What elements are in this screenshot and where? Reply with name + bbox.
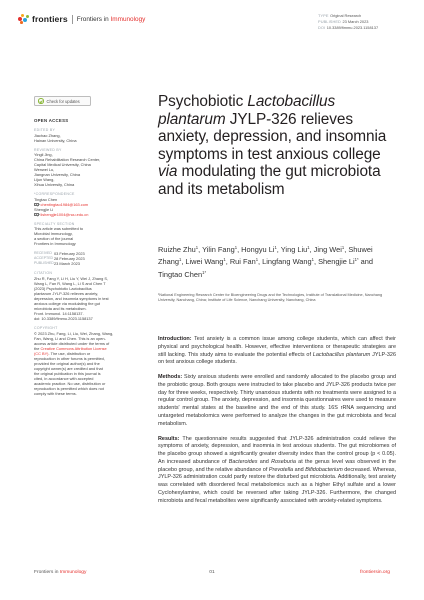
article-sidebar	[34, 96, 134, 401]
author-name[interactable]: Liwei Wang	[185, 257, 224, 267]
specialty-line: This article was submitted to	[34, 226, 84, 232]
editor-line: Jiachao Zhang,	[34, 132, 61, 138]
date-value: 03 February 2023	[54, 251, 85, 257]
reviewed-by-heading: REVIEWED BY	[34, 147, 62, 152]
title-text: modulating the gut microbiota and its metabolism	[158, 163, 381, 198]
section-label: Results:	[158, 435, 180, 442]
copyright-line: Fan, Wang, Li and Chen. This is an open-	[34, 335, 106, 341]
citation-line: Front. Immunol. 14:1158137.	[34, 310, 84, 316]
abstract-methods	[158, 374, 396, 428]
copyright-line: copyright owner(s) are credited and that	[34, 365, 103, 371]
citation	[34, 271, 134, 321]
citation-doi[interactable]: doi: 10.3389/fimmu.2023.1158137	[34, 315, 93, 321]
reviewer-line: China Rehabilitation Research Center,	[34, 157, 101, 163]
author-affiliation-marker: 1	[195, 245, 199, 250]
article-meta	[318, 13, 378, 30]
meta-value: 23 March 2023	[342, 18, 369, 24]
abstract-text: decreased. Whereas, JYLP-326 administration could partly restore the disturbed gut microbiota. Additionally, test anxiety was correlated with disordered fecal metabolomics such as a higher Ethyl sulfate and a lower Cyclohexylamine, which could be reversed after taking JYLP-326. Furthermore, the changed microbiota and fecal metabolites were significantly associated with anxiety-related symptoms.	[158, 466, 396, 504]
meta-key: PUBLISHED	[318, 18, 341, 24]
copyright-line: provided the original author(s) and the	[34, 360, 100, 366]
reviewed-by	[34, 148, 134, 188]
abstract-text: Test anxiety is a common issue among college students, which can affect their physical and psychological health. However, effective interventions or therapeutic strategies are still lacking. This study aims to evaluate the potential effects of	[158, 336, 396, 358]
specialty-line: a section of the journal	[34, 236, 74, 242]
abstract-text: and	[293, 466, 306, 473]
title-text: JYLP-326 relieves anxiety, depression, and insomnia symptoms in test anxious college	[158, 110, 387, 163]
citation-line: microbiota and its metabolism.	[34, 305, 87, 311]
copyright-text: the	[34, 345, 41, 351]
abstract-text: and	[257, 458, 272, 465]
author-name[interactable]: Lingfang Wang	[262, 257, 312, 267]
editor-line: Hainan University, China	[34, 137, 77, 143]
meta-doi	[318, 25, 378, 31]
abstract-text: JYLP-326 on test anxious college students.	[158, 351, 396, 366]
meta-value: Original Research	[330, 13, 362, 18]
author-name[interactable]: Shengjie Li	[318, 257, 355, 267]
correspondent-email-row	[34, 212, 134, 217]
article-dates	[34, 251, 134, 266]
abstract-text: The questionnaire results suggested that JYLP-326 administration could relieve the symptoms of anxiety, depression, and insomnia in test anxious students. The gut microbiomes of the placebo group showed a significantly greater diversity index than the control group (p < 0.05). An increased abundance of	[158, 435, 396, 465]
copyright-line: cited, in accordance with accepted	[34, 375, 94, 381]
date-value: 23 March 2023	[54, 261, 80, 267]
abstract-italic: Bacteroides	[228, 458, 258, 465]
author-name[interactable]: Ruizhe Zhu	[158, 245, 196, 254]
citation-line: plantarum JYLP-326 relieves anxiety,	[34, 290, 99, 296]
footer-journal-name: Immunology	[59, 570, 87, 575]
citation-line: Zhu R, Fang Y, Li H, Liu Y, Wei J, Zhang S,	[34, 275, 109, 281]
reviewer-line: Lijun Wang,	[34, 177, 55, 183]
meta-key: DOI	[318, 24, 326, 30]
meta-key: TYPE	[318, 13, 329, 18]
author-name[interactable]: Shuwei Zhang	[158, 245, 373, 267]
author-affiliation-marker: 1	[223, 257, 226, 263]
abstract-italic: Lactobacillus plantarum	[312, 351, 371, 358]
copyright-line: academic practice. No use, distribution or	[34, 380, 106, 386]
abstract-italic: Bifidobacterium	[305, 466, 343, 473]
author-name[interactable]: Rui Fan	[229, 257, 256, 267]
author-affiliation-marker: 1	[178, 257, 182, 263]
journal-suffix: Immunology	[110, 15, 146, 23]
envelope-icon	[34, 203, 39, 206]
email-link[interactable]: chentingtao1984@163.com	[40, 201, 89, 207]
abstract-italic: Roseburia	[271, 458, 296, 465]
author-name[interactable]: Hongyu Li	[241, 245, 275, 254]
edited-by	[34, 128, 134, 143]
logo-divider	[72, 15, 73, 24]
author-name[interactable]: Ying Liu	[280, 245, 308, 254]
author-affiliation-marker: 1	[307, 245, 310, 250]
cc-license-link[interactable]: Creative Commons Attribution License	[40, 345, 107, 351]
author-affiliation-marker: 1	[341, 245, 345, 250]
correspondent-name: Shengjie Li	[34, 206, 54, 212]
brand-name: frontiers	[32, 14, 68, 24]
section-label: Methods:	[158, 374, 183, 381]
abstract-text: at the genus level was observed in the placebo group, and the relative abundance of	[158, 458, 397, 473]
author-name[interactable]: Tingtao Chen	[158, 269, 203, 279]
check-circle-icon	[38, 98, 44, 104]
author-list: Ruizhe Zhu$^1$, Yilin Fang$^1$, Hongyu Li$^1$, Ying Liu$^1$, Jing Wei$^1$, Shuwei Zhang$^1$, Liwei Wang$^1$, Rui Fan$^1$, Lingfang Wang$^1$, Shengjie $Li^{1*}$ and Tingtao Chen$^{1*}$	[158, 245, 373, 279]
author-affiliation-marker: 1*	[354, 257, 359, 263]
copyright-line: © 2023 Zhu, Fang, Li, Liu, Wei, Zhang, Wang,	[34, 330, 114, 336]
abstract-text: Sixty anxious students were enrolled and randomly allocated to the placebo group and the probiotic group. Both groups were instructed to take placebo and JYLP-326 products twice per day for three weeks, respectively. Thirty unanxious students with no treatments were assigned to a regular control group. The anxiety, depression, and insomnia questionnaires were used to measure students' mental states at the baseline and the end of this study. 16S rRNA sequencing and untargeted metabolomics were performed to analyze the changes in the gut microbiota and fecal metabolism.	[158, 374, 396, 427]
date-published	[34, 261, 134, 266]
affiliation: ¹National Engineering Research Center for Bioengineering Drugs and the Technologies, Institute of Translational Medicine, Nanchang University, Nanchang, China; Institute of Life Science, Nanchang University, Nanchang, China	[158, 293, 383, 303]
abstract-results	[158, 436, 396, 506]
abstract	[158, 336, 396, 513]
frontiers-logo-icon	[18, 14, 30, 24]
reviewer-line: Xihua University, China	[34, 182, 75, 188]
page-number: 01	[209, 570, 215, 575]
date-value: 28 February 2023	[54, 256, 85, 262]
reviewer-line: Capital Medical University, China	[34, 162, 91, 168]
frontiers-logo[interactable]	[18, 14, 145, 24]
envelope-icon	[34, 213, 39, 216]
copyright-line: reproduction in other forums is permitted,	[34, 355, 105, 361]
specialty-section	[34, 222, 134, 247]
copyright-line: access article distributed under the terms of	[34, 340, 110, 346]
copyright-heading: COPYRIGHT	[34, 325, 58, 330]
author-affiliation-marker: 1*	[202, 269, 207, 275]
citation-line: Wang L, Fan R, Wang L, Li S and Chen T	[34, 280, 106, 286]
article-title	[158, 93, 390, 199]
footer-journal-prefix: Frontiers in	[34, 570, 59, 575]
copyright-line: the original publication in this journal is	[34, 370, 101, 376]
correspondence-heading: *CORRESPONDENCE	[34, 192, 75, 197]
title-text: Psychobiotic	[158, 93, 248, 110]
citation-line: anxious college via modulating the gut	[34, 300, 100, 306]
citation-line: (2023) Psychobiotic Lactobacillus	[34, 285, 92, 291]
doi-link[interactable]: 10.3389/fimmu.2023.1158137	[326, 24, 379, 30]
title-italic-species: Lactobacillus plantarum	[158, 93, 336, 128]
footer-site-link[interactable]: frontiersin.org	[360, 570, 390, 575]
abstract-italic: Prevotella	[268, 466, 294, 473]
check-for-updates-button[interactable]	[34, 96, 91, 106]
specialty-line: Microbial Immunology,	[34, 231, 73, 237]
correspondent-name: Tingtao Chen	[34, 196, 58, 202]
check-updates-label: Check for updates	[46, 98, 80, 104]
copyright-line: comply with these terms.	[34, 390, 77, 396]
author-affiliation-marker: 1	[274, 245, 277, 250]
author-affiliation-marker: 1	[311, 257, 314, 263]
author-name[interactable]: Yilin Fang	[202, 245, 235, 254]
edited-by-heading: EDITED BY	[34, 128, 56, 132]
reviewer-line: Jiangnan University, China	[34, 172, 80, 178]
cc-by-link[interactable]: (CC BY)	[34, 350, 49, 356]
author-affiliation-marker: 1	[234, 245, 238, 250]
citation-heading: CITATION	[34, 271, 53, 276]
journal-name	[77, 16, 146, 23]
section-label: Introduction:	[158, 336, 192, 342]
author-name[interactable]: Jing Wei	[313, 245, 342, 254]
date-key: PUBLISHED	[34, 261, 54, 266]
journal-prefix: Frontiers in	[76, 15, 109, 23]
reviewer-line: Yingli Jing,	[34, 152, 53, 158]
email-link[interactable]: lishengjie1004@ncu.edu.cn	[40, 211, 89, 217]
copyright-line: reproduction is permitted which does not	[34, 385, 104, 391]
abstract-introduction	[158, 336, 396, 367]
open-access-label: OPEN ACCESS	[34, 118, 69, 123]
date-key: ACCEPTED	[34, 256, 54, 261]
copyright	[34, 326, 134, 396]
page-header	[0, 0, 424, 32]
specialty-line: Frontiers in Immunology	[34, 241, 76, 247]
date-key: RECEIVED	[34, 251, 52, 256]
copyright-text: . The use, distribution or	[48, 350, 91, 356]
page-footer	[0, 570, 424, 590]
correspondence	[34, 192, 134, 217]
citation-line: depression, and insomnia symptoms in test	[34, 295, 109, 301]
title-italic-via: via	[158, 163, 178, 181]
specialty-heading: SPECIALTY SECTION	[34, 221, 75, 226]
author-affiliation-marker: 1	[255, 257, 259, 263]
reviewer-line: Wenwei Lu,	[34, 167, 55, 173]
